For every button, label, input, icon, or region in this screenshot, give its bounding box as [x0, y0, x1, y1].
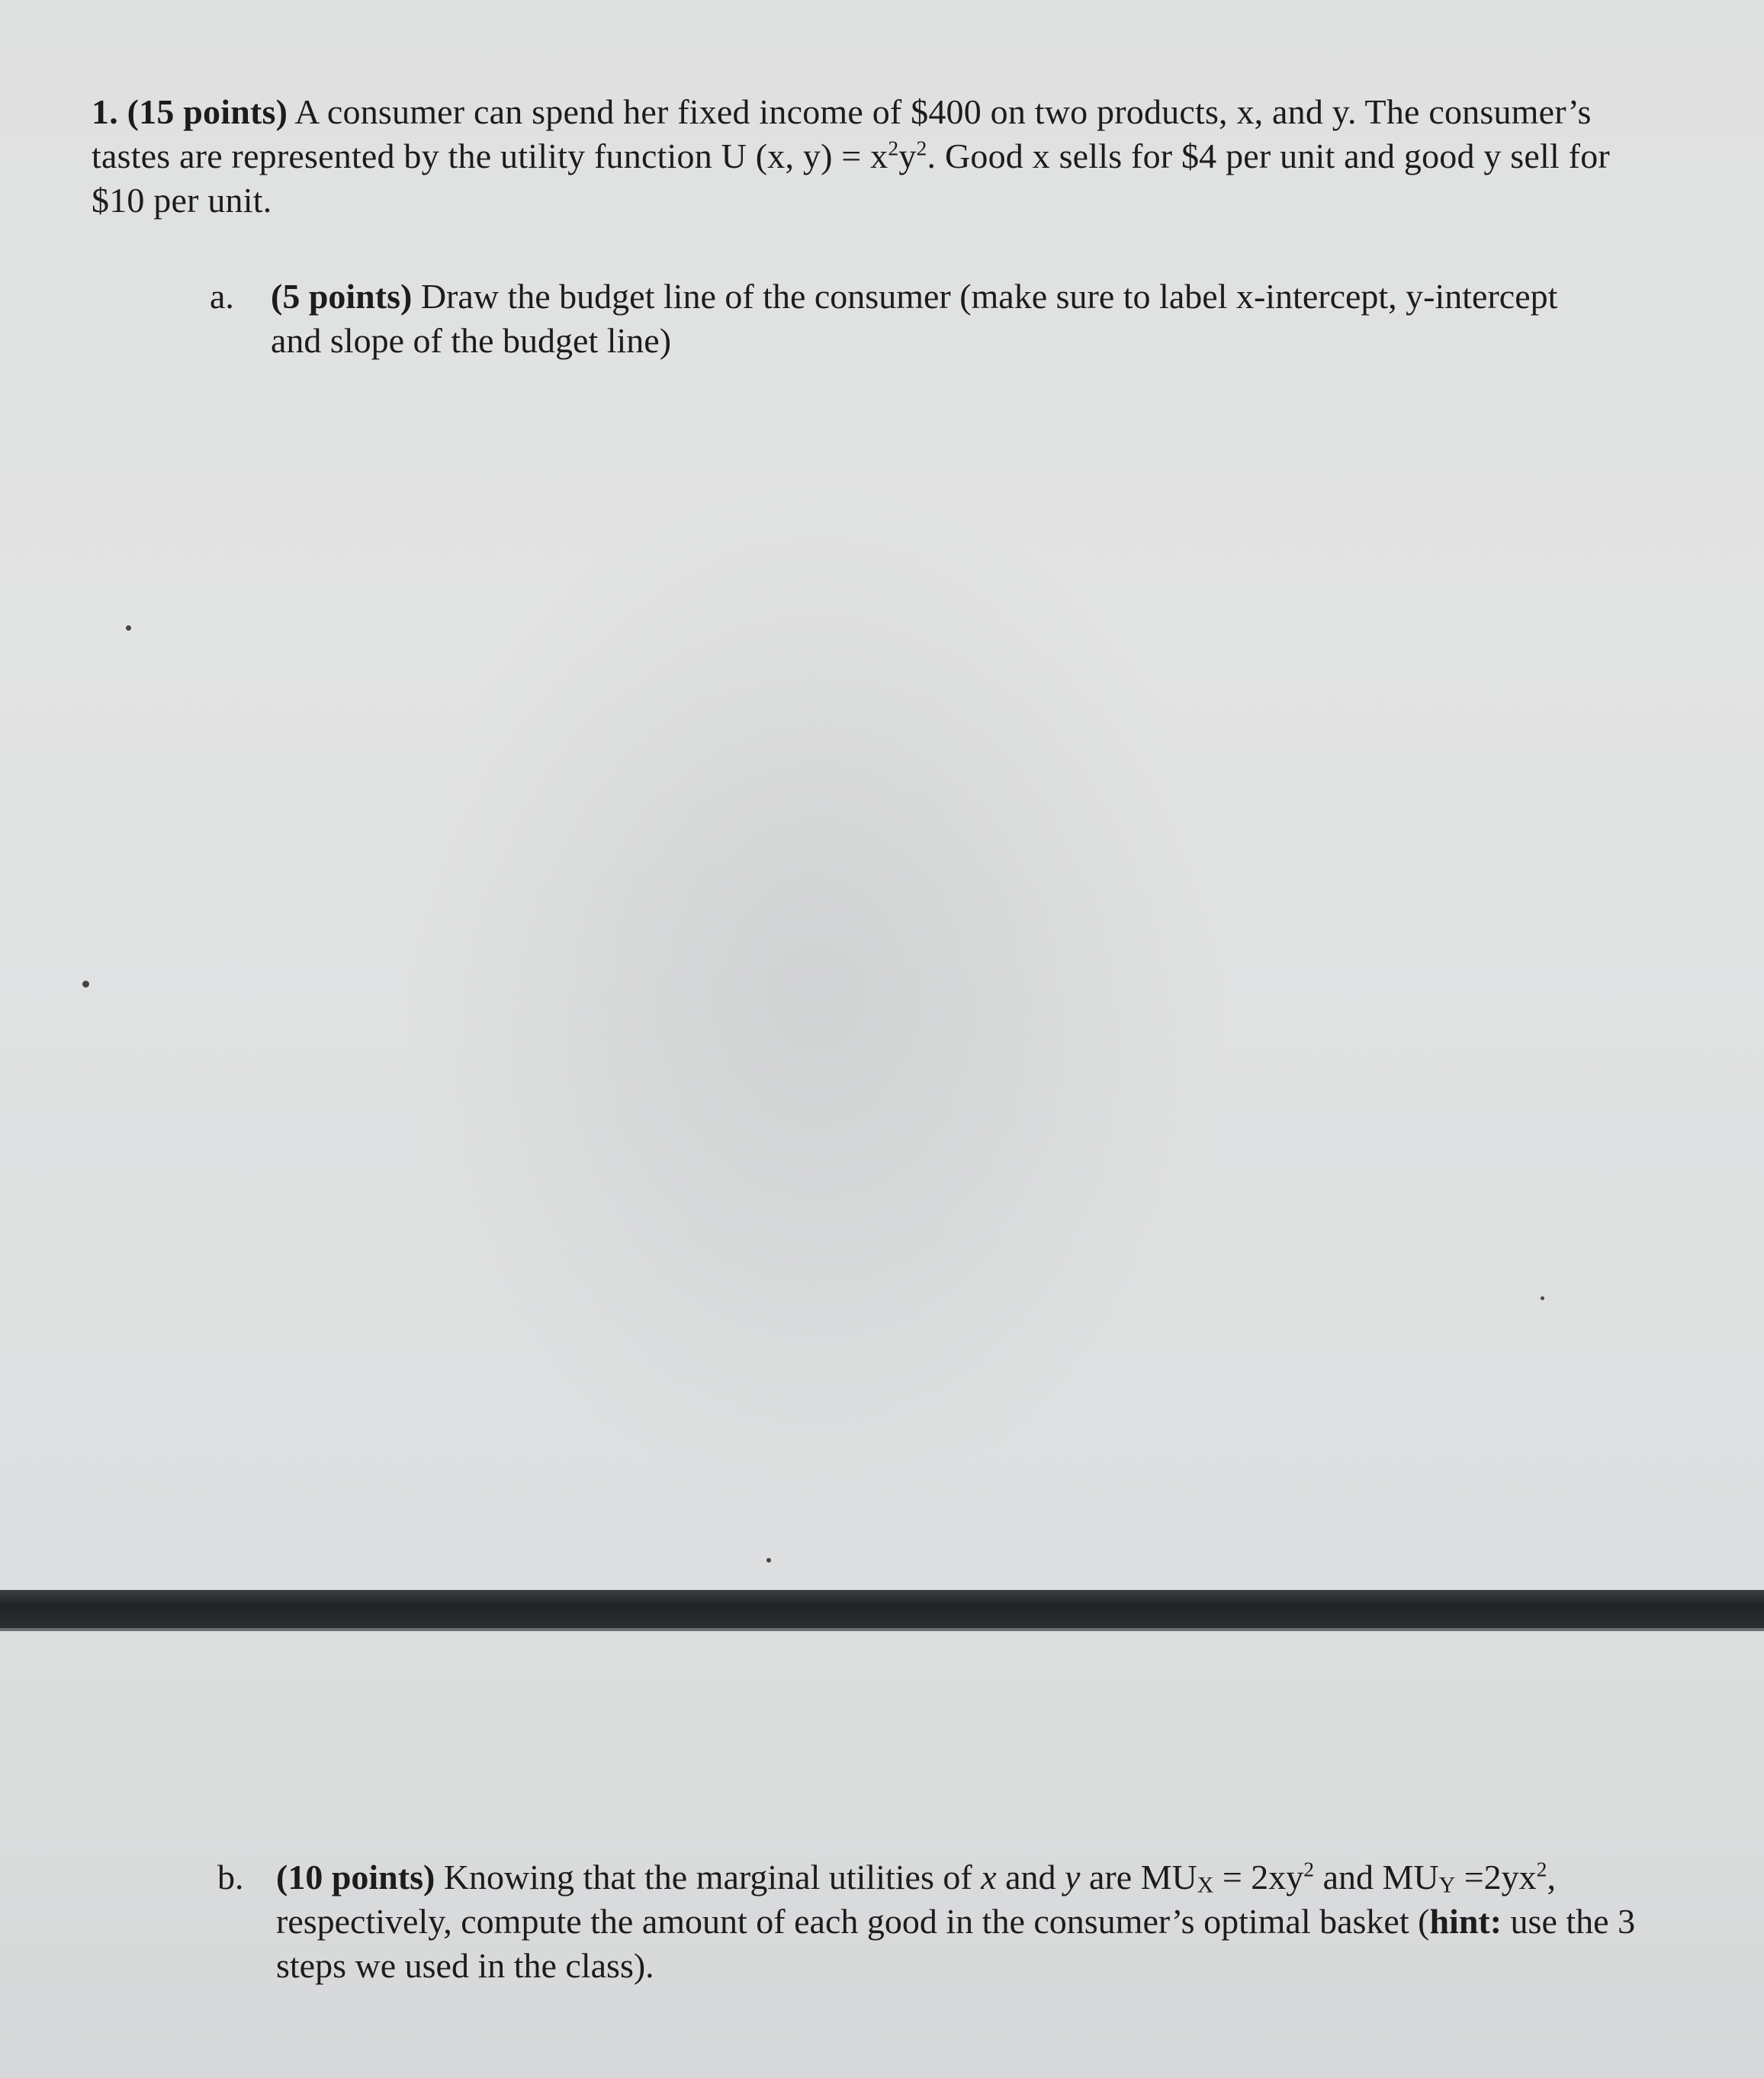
subscript: X: [1197, 1872, 1214, 1898]
part-b-prompt: and: [1005, 1858, 1056, 1897]
subscript: Y: [1438, 1872, 1456, 1898]
part-b: [217, 1855, 1636, 1988]
variable-x: x: [981, 1858, 997, 1897]
question-text: . Good x sells for $4 per unit and good y sell for $10 per unit.: [92, 136, 1610, 220]
part-a-marker: a.: [210, 277, 234, 316]
variable-y: y: [1065, 1858, 1081, 1897]
part-b-marker: b.: [217, 1858, 244, 1897]
question-text: y: [898, 136, 917, 175]
screen-speck: [82, 981, 89, 988]
document-page-bottom: [0, 1631, 1764, 2078]
exponent: 2: [888, 136, 899, 160]
exponent: 2: [1536, 1857, 1547, 1881]
screen-speck: [126, 625, 131, 631]
part-a-points: (5 points): [271, 277, 413, 316]
part-b-prompt: are MU: [1088, 1858, 1197, 1897]
question-points: (15 points): [127, 92, 288, 131]
part-b-prompt: and MU: [1314, 1858, 1439, 1897]
question-number: 1.: [92, 92, 118, 131]
question-text: A consumer can spend her fixed income of $400 on two products, x, and y. The consumer’s tastes are represented by the utility function U (x, y) = x: [92, 92, 1592, 175]
part-b-points: (10 points): [276, 1858, 435, 1897]
part-b-text: [276, 1855, 1636, 1988]
exponent: 2: [1303, 1857, 1315, 1881]
part-b-prompt: use the 3 steps we used in the class).: [276, 1902, 1636, 1985]
page-divider-bar: [0, 1590, 1764, 1628]
part-a-answer-area[interactable]: [271, 389, 1628, 1563]
question-stem: [92, 90, 1655, 223]
part-b-prompt: =2yx: [1455, 1858, 1537, 1897]
exponent: 2: [916, 136, 927, 160]
part-a-prompt: Draw the budget line of the consumer (make sure to label x-intercept, y-intercept and slope of the budget line): [271, 277, 1558, 360]
part-a: [210, 275, 1613, 363]
part-b-prompt: , respectively, compute the amount of each good in the consumer’s optimal basket (: [276, 1858, 1556, 1941]
part-b-prompt: Knowing that the marginal utilities of: [443, 1858, 972, 1897]
part-a-text: [271, 275, 1613, 363]
part-b-prompt: = 2xy: [1213, 1858, 1304, 1897]
hint-label: hint:: [1429, 1902, 1502, 1941]
